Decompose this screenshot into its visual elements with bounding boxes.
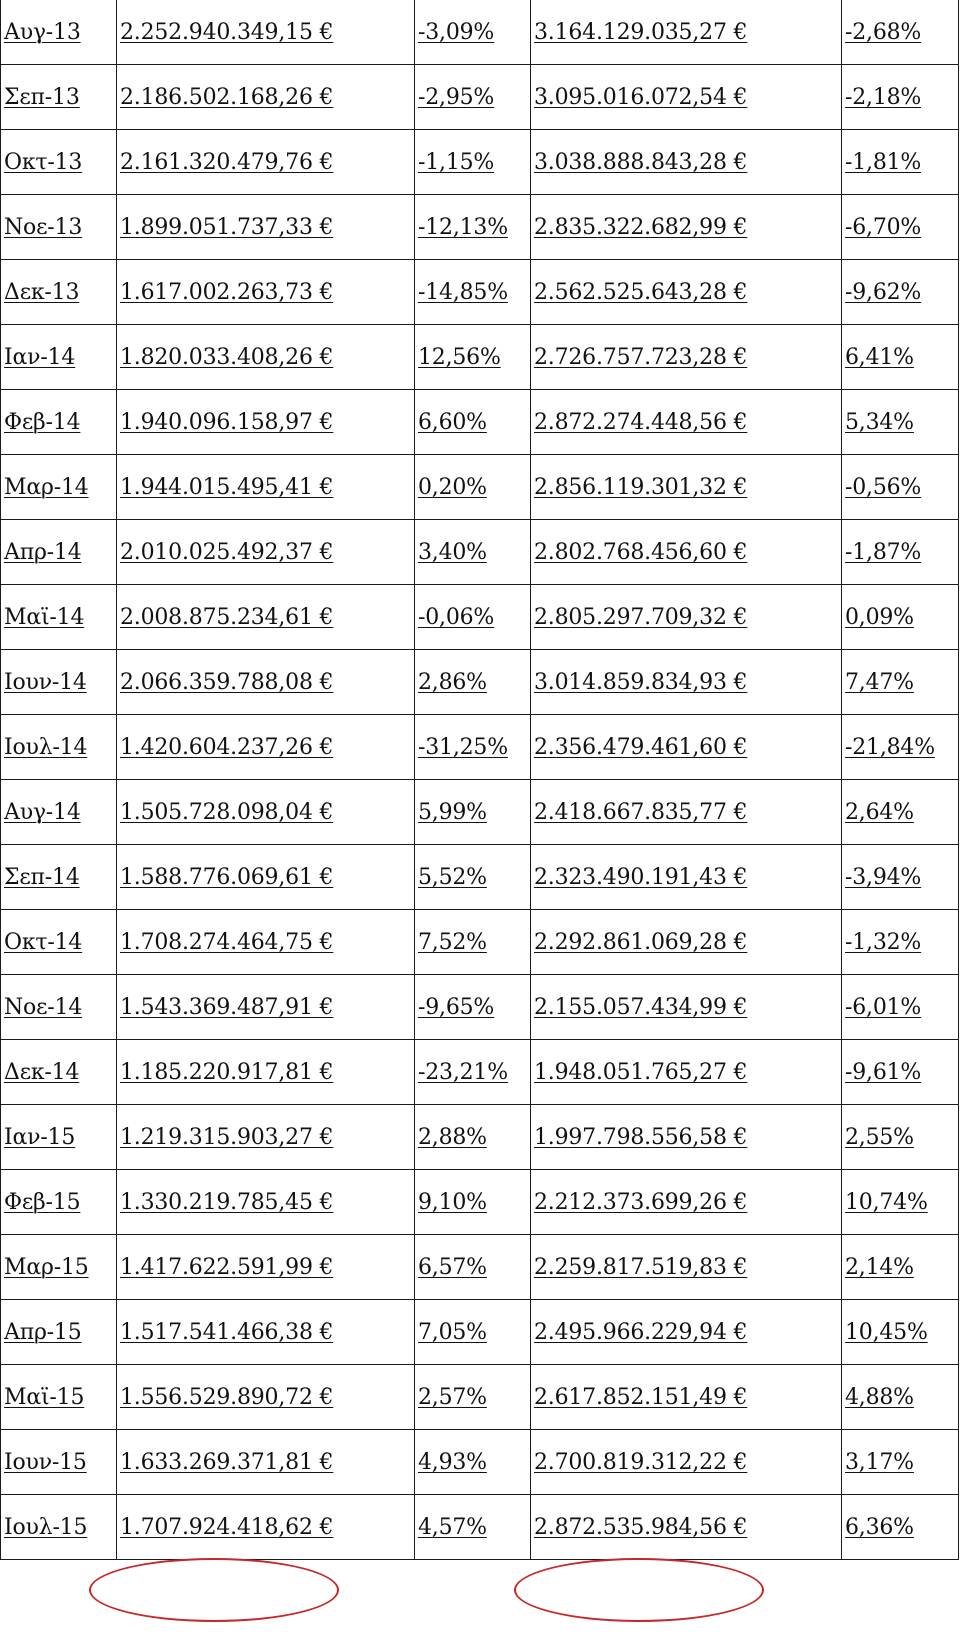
table-row (1, 1365, 959, 1430)
change-a-cell[interactable]: -14,85% (415, 260, 531, 325)
table-row (1, 325, 959, 390)
value-b-cell[interactable]: 2.495.966.229,94 € (531, 1300, 842, 1365)
change-b-cell[interactable]: 10,74% (842, 1170, 959, 1235)
value-b-cell[interactable]: 2.356.479.461,60 € (531, 715, 842, 780)
value-a-cell[interactable]: 1.707.924.418,62 € (117, 1495, 415, 1560)
value-a-cell[interactable]: 1.633.269.371,81 € (117, 1430, 415, 1495)
value-b-cell[interactable]: 2.726.757.723,28 € (531, 325, 842, 390)
change-b-cell[interactable]: 2,14% (842, 1235, 959, 1300)
month-cell[interactable]: Αυγ-13 (1, 0, 117, 65)
value-b-cell[interactable]: 2.700.819.312,22 € (531, 1430, 842, 1495)
change-b-cell[interactable]: -1,32% (842, 910, 959, 975)
table-row (1, 1105, 959, 1170)
table-row (1, 910, 959, 975)
table-row (1, 1300, 959, 1365)
change-a-cell[interactable]: 6,57% (415, 1235, 531, 1300)
month-cell[interactable]: Νοε-13 (1, 195, 117, 260)
value-b-cell[interactable]: 2.835.322.682,99 € (531, 195, 842, 260)
change-a-cell[interactable]: -9,65% (415, 975, 531, 1040)
change-a-cell[interactable]: 7,52% (415, 910, 531, 975)
value-b-cell[interactable]: 2.805.297.709,32 € (531, 585, 842, 650)
value-b-cell[interactable]: 1.997.798.556,58 € (531, 1105, 842, 1170)
value-a-cell[interactable]: 2.186.502.168,26 € (117, 65, 415, 130)
value-a-cell[interactable]: 2.252.940.349,15 € (117, 0, 415, 65)
change-a-cell[interactable]: 9,10% (415, 1170, 531, 1235)
change-b-cell[interactable]: -9,62% (842, 260, 959, 325)
value-a-cell[interactable]: 1.940.096.158,97 € (117, 390, 415, 455)
change-a-cell[interactable]: 2,86% (415, 650, 531, 715)
month-cell[interactable]: Ιαν-15 (1, 1105, 117, 1170)
table-row (1, 845, 959, 910)
table-body (1, 0, 959, 1560)
change-b-cell[interactable]: 5,34% (842, 390, 959, 455)
value-a-cell[interactable]: 1.330.219.785,45 € (117, 1170, 415, 1235)
change-b-cell[interactable]: -6,01% (842, 975, 959, 1040)
change-b-cell[interactable]: 10,45% (842, 1300, 959, 1365)
month-cell[interactable]: Ιουν-14 (1, 650, 117, 715)
value-b-cell[interactable]: 2.418.667.835,77 € (531, 780, 842, 845)
value-b-cell[interactable]: 1.948.051.765,27 € (531, 1040, 842, 1105)
change-b-cell[interactable]: -3,94% (842, 845, 959, 910)
table-row (1, 650, 959, 715)
change-b-cell[interactable]: 0,09% (842, 585, 959, 650)
table-row (1, 65, 959, 130)
value-b-cell[interactable]: 3.038.888.843,28 € (531, 130, 842, 195)
change-a-cell[interactable]: -31,25% (415, 715, 531, 780)
change-a-cell[interactable]: 6,60% (415, 390, 531, 455)
value-a-cell[interactable]: 2.010.025.492,37 € (117, 520, 415, 585)
table-row (1, 715, 959, 780)
value-a-cell[interactable]: 1.505.728.098,04 € (117, 780, 415, 845)
change-b-cell[interactable]: -6,70% (842, 195, 959, 260)
change-b-cell[interactable]: 6,36% (842, 1495, 959, 1560)
change-b-cell[interactable]: 2,55% (842, 1105, 959, 1170)
table-row (1, 260, 959, 325)
value-b-cell[interactable]: 2.872.535.984,56 € (531, 1495, 842, 1560)
change-a-cell[interactable]: -1,15% (415, 130, 531, 195)
change-b-cell[interactable]: -2,18% (842, 65, 959, 130)
red-ellipse-annotation-right (514, 1558, 764, 1622)
value-a-cell[interactable]: 1.543.369.487,91 € (117, 975, 415, 1040)
value-b-cell[interactable]: 3.164.129.035,27 € (531, 0, 842, 65)
value-b-cell[interactable]: 2.155.057.434,99 € (531, 975, 842, 1040)
month-cell[interactable]: Μαϊ-15 (1, 1365, 117, 1430)
change-b-cell[interactable]: -1,87% (842, 520, 959, 585)
table-row (1, 520, 959, 585)
month-cell[interactable]: Ιουλ-15 (1, 1495, 117, 1560)
change-a-cell[interactable]: 12,56% (415, 325, 531, 390)
table-row (1, 390, 959, 455)
table-row (1, 1040, 959, 1105)
value-a-cell[interactable]: 2.066.359.788,08 € (117, 650, 415, 715)
value-a-cell[interactable]: 1.517.541.466,38 € (117, 1300, 415, 1365)
value-a-cell[interactable]: 1.219.315.903,27 € (117, 1105, 415, 1170)
month-cell[interactable]: Μαρ-15 (1, 1235, 117, 1300)
value-b-cell[interactable]: 2.212.373.699,26 € (531, 1170, 842, 1235)
value-b-cell[interactable]: 2.872.274.448,56 € (531, 390, 842, 455)
month-cell[interactable]: Νοε-14 (1, 975, 117, 1040)
change-a-cell[interactable]: 0,20% (415, 455, 531, 520)
value-a-cell[interactable]: 1.944.015.495,41 € (117, 455, 415, 520)
table-row (1, 195, 959, 260)
red-ellipse-annotation-left (89, 1558, 339, 1622)
month-cell[interactable]: Οκτ-14 (1, 910, 117, 975)
change-a-cell[interactable]: 5,52% (415, 845, 531, 910)
month-cell[interactable]: Ιαν-14 (1, 325, 117, 390)
value-a-cell[interactable]: 1.820.033.408,26 € (117, 325, 415, 390)
change-a-cell[interactable]: 3,40% (415, 520, 531, 585)
change-a-cell[interactable]: 2,57% (415, 1365, 531, 1430)
change-b-cell[interactable]: 3,17% (842, 1430, 959, 1495)
value-a-cell[interactable]: 1.556.529.890,72 € (117, 1365, 415, 1430)
month-cell[interactable]: Φεβ-14 (1, 390, 117, 455)
table-row (1, 1430, 959, 1495)
change-a-cell[interactable]: -12,13% (415, 195, 531, 260)
change-a-cell[interactable]: -2,95% (415, 65, 531, 130)
change-b-cell[interactable]: -2,68% (842, 0, 959, 65)
change-b-cell[interactable]: -21,84% (842, 715, 959, 780)
table-row (1, 585, 959, 650)
change-b-cell[interactable]: 4,88% (842, 1365, 959, 1430)
value-a-cell[interactable]: 1.417.622.591,99 € (117, 1235, 415, 1300)
value-b-cell[interactable]: 3.095.016.072,54 € (531, 65, 842, 130)
month-cell[interactable]: Απρ-14 (1, 520, 117, 585)
month-cell[interactable]: Ιουν-15 (1, 1430, 117, 1495)
change-a-cell[interactable]: 7,05% (415, 1300, 531, 1365)
change-b-cell[interactable]: 7,47% (842, 650, 959, 715)
table-row (1, 0, 959, 65)
value-b-cell[interactable]: 2.562.525.643,28 € (531, 260, 842, 325)
table-row (1, 130, 959, 195)
table-row (1, 1235, 959, 1300)
change-a-cell[interactable]: 5,99% (415, 780, 531, 845)
table-row (1, 780, 959, 845)
value-a-cell[interactable]: 2.008.875.234,61 € (117, 585, 415, 650)
month-cell[interactable]: Σεπ-13 (1, 65, 117, 130)
change-b-cell[interactable]: 6,41% (842, 325, 959, 390)
value-a-cell[interactable]: 1.899.051.737,33 € (117, 195, 415, 260)
change-b-cell[interactable]: -1,81% (842, 130, 959, 195)
table-row (1, 1495, 959, 1560)
month-cell[interactable]: Μαϊ-14 (1, 585, 117, 650)
value-b-cell[interactable]: 2.292.861.069,28 € (531, 910, 842, 975)
table-row (1, 975, 959, 1040)
value-b-cell[interactable]: 2.323.490.191,43 € (531, 845, 842, 910)
change-b-cell[interactable]: -9,61% (842, 1040, 959, 1105)
value-a-cell[interactable]: 2.161.320.479,76 € (117, 130, 415, 195)
change-b-cell[interactable]: -0,56% (842, 455, 959, 520)
value-a-cell[interactable]: 1.185.220.917,81 € (117, 1040, 415, 1105)
month-cell[interactable]: Φεβ-15 (1, 1170, 117, 1235)
change-b-cell[interactable]: 2,64% (842, 780, 959, 845)
month-cell[interactable]: Οκτ-13 (1, 130, 117, 195)
value-a-cell[interactable]: 1.420.604.237,26 € (117, 715, 415, 780)
month-cell[interactable]: Σεπ-14 (1, 845, 117, 910)
month-cell[interactable]: Δεκ-13 (1, 260, 117, 325)
change-a-cell[interactable]: -0,06% (415, 585, 531, 650)
value-b-cell[interactable]: 2.856.119.301,32 € (531, 455, 842, 520)
change-a-cell[interactable]: -23,21% (415, 1040, 531, 1105)
table-row (1, 1170, 959, 1235)
change-a-cell[interactable]: 4,57% (415, 1495, 531, 1560)
table-row (1, 455, 959, 520)
value-a-cell[interactable]: 1.617.002.263,73 € (117, 260, 415, 325)
change-a-cell[interactable]: -3,09% (415, 0, 531, 65)
value-a-cell[interactable]: 1.588.776.069,61 € (117, 845, 415, 910)
month-cell[interactable]: Μαρ-14 (1, 455, 117, 520)
value-b-cell[interactable]: 2.617.852.151,49 € (531, 1365, 842, 1430)
month-cell[interactable]: Δεκ-14 (1, 1040, 117, 1105)
value-a-cell[interactable]: 1.708.274.464,75 € (117, 910, 415, 975)
value-b-cell[interactable]: 2.802.768.456,60 € (531, 520, 842, 585)
value-b-cell[interactable]: 3.014.859.834,93 € (531, 650, 842, 715)
month-cell[interactable]: Αυγ-14 (1, 780, 117, 845)
value-b-cell[interactable]: 2.259.817.519,83 € (531, 1235, 842, 1300)
month-cell[interactable]: Ιουλ-14 (1, 715, 117, 780)
change-a-cell[interactable]: 4,93% (415, 1430, 531, 1495)
month-cell[interactable]: Απρ-15 (1, 1300, 117, 1365)
change-a-cell[interactable]: 2,88% (415, 1105, 531, 1170)
